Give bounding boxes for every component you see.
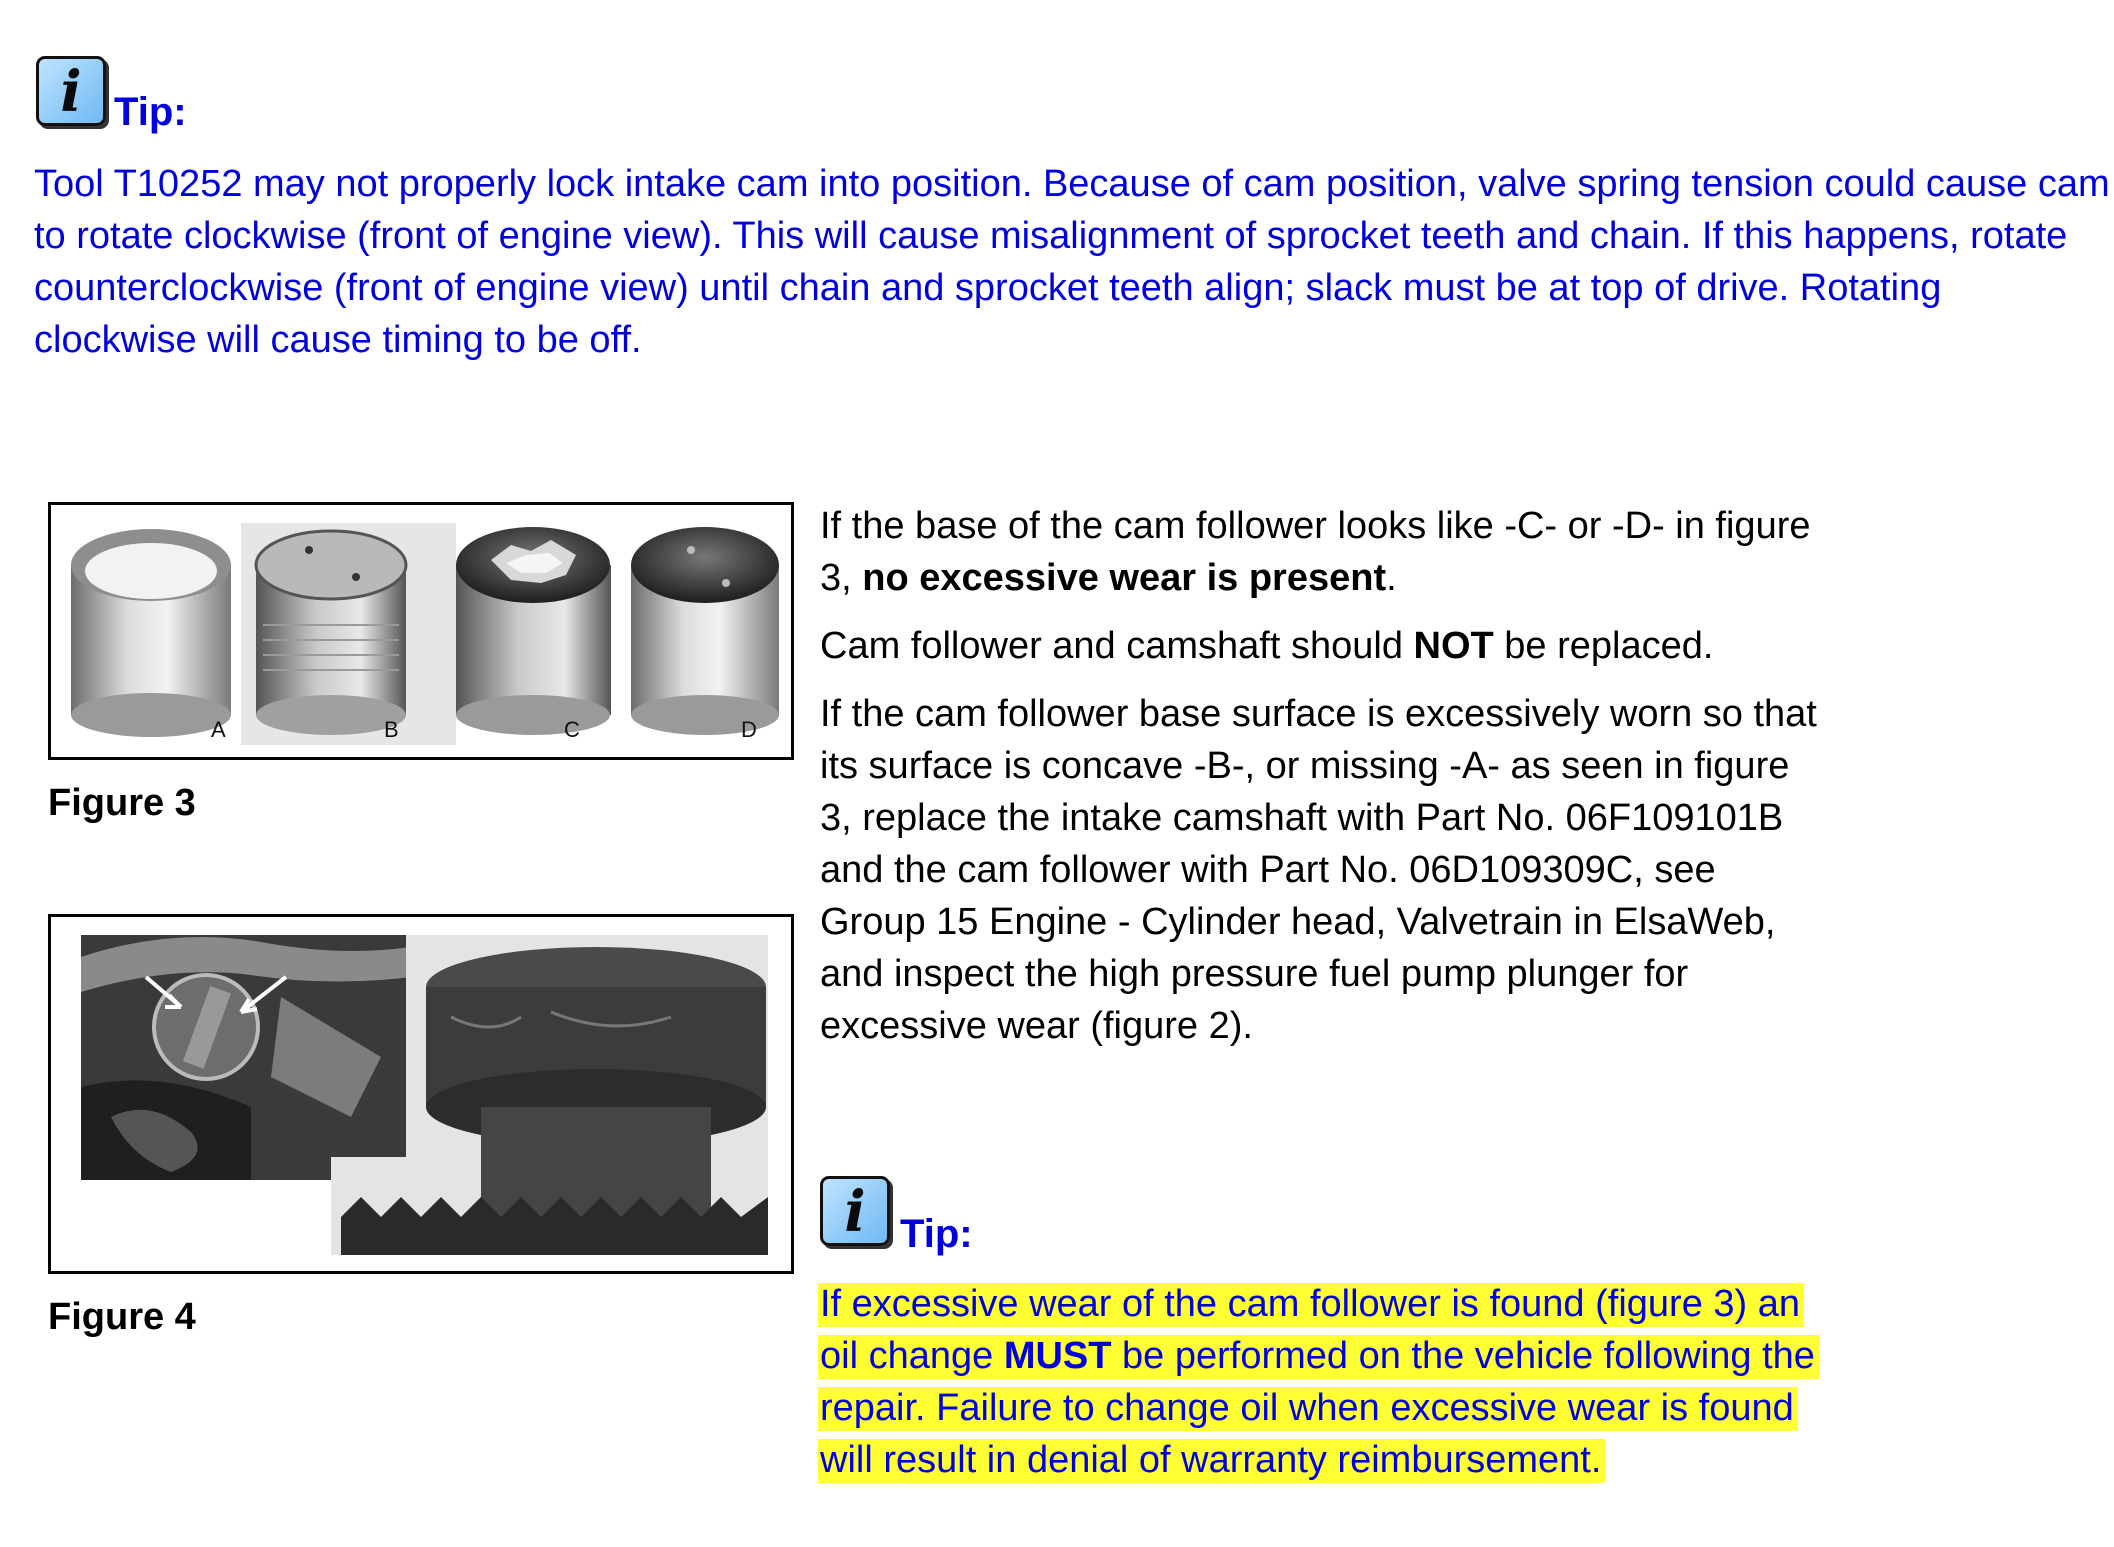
tip-bottom-text: If excessive wear of the cam follower is found (figure 3) an oil change MUST be performed on the vehicle following the repair. Failure to change oil when excessive wear is found will result in denial of warranty reimbursement.: [818, 1278, 1818, 1486]
info-icon: i: [36, 56, 106, 126]
fig3-letter-d: D: [741, 717, 757, 742]
paragraph-1: If the base of the cam follower looks like -C- or -D- in figure 3, no excessive wear is present.: [820, 505, 1811, 599]
body-text: [820, 500, 1820, 1068]
fig3-letter-c: C: [564, 717, 580, 742]
fig3-letter-b: B: [384, 717, 399, 742]
figure-4-caption: Figure 4: [48, 1296, 196, 1338]
paragraph-2: Cam follower and camshaft should NOT be replaced.: [820, 625, 1714, 667]
tip-top-text: Tool T10252 may not properly lock intake cam into position. Because of cam position, valve spring tension could cause cam to rotate clockwise (front of engine view). This will cause misalignment of sprocket teeth and chain. If this happens, rotate counterclockwise (front of engine view) until chain and sprocket teeth align; slack must be at top of drive. Rotating clockwise will cause timing to be off.: [34, 163, 2110, 361]
figure-3-image: [48, 502, 794, 760]
tip-label-top: Tip:: [114, 90, 187, 134]
cam-followers-photo: [51, 505, 791, 757]
figure-4-image: [48, 914, 794, 1274]
tip-label-bottom: Tip:: [900, 1212, 973, 1256]
figure-3-caption: Figure 3: [48, 782, 196, 824]
fig3-letter-a: A: [211, 717, 226, 742]
info-icon: i: [820, 1176, 890, 1246]
paragraph-3: If the cam follower base surface is excessively worn so that its surface is concave -B-, or missing -A- as seen in figure 3, replace the intake camshaft with Part No. 06F109101B and the cam follower with Part No. 06D109309C, see Group 15 Engine - Cylinder head, Valvetrain in ElsaWeb, and inspect the high pressure fuel pump plunger for excessive wear (figure 2).: [820, 693, 1817, 1047]
engine-chain-photo: [51, 917, 791, 1271]
